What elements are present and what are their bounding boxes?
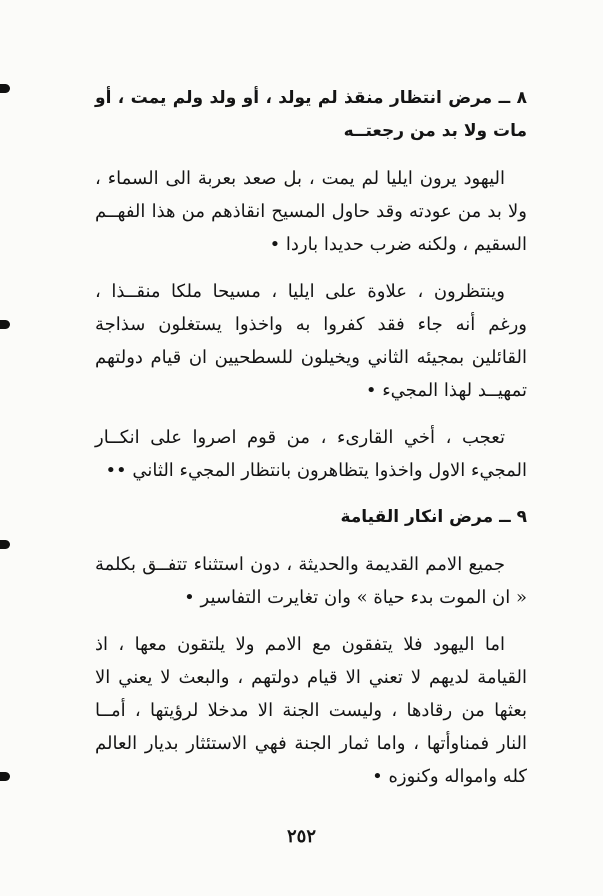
scan-mark-lower: [0, 540, 10, 549]
section-9-heading: ٩ ــ مرض انكار القيامة: [340, 507, 527, 527]
section-9-paragraph-2: اما اليهود فلا يتفقون مع الامم ولا يلتقون معها ، اذ القيامة لديهم لا تعني الا قيام دولتهم ، والبعث لا يعني الا بعثها من رقادها ، وليست الجنة الا مدخلا لرؤيتها ، أمــا النار فمناوأتها ، واما ثمار الجنة فهي الاستئثار بديار العالم كله وامواله وكنوزه •: [95, 634, 527, 787]
page-body: [95, 82, 527, 793]
section-8-heading: ٨ ــ مرض انتظار منقذ لم يولد ، أو ولد ولم يمت ، أو مات ولا بد من رجعتــه: [95, 88, 527, 141]
section-8-paragraph-1: اليهود يرون ايليا لم يمت ، بل صعد بعربة الى السماء ، ولا بد من عودته وقد حاول المسيح انقاذهم من هذا الفهــم السقيم ، ولكنه ضرب حديدا باردا •: [95, 168, 527, 255]
page-number: ٢٥٢: [286, 826, 316, 847]
section-8-paragraph-2: وينتظرون ، علاوة على ايليا ، مسيحا ملكا منقــذا ، ورغم أنه جاء فقد كفروا به واخذوا يستغلون سذاجة القائلين بمجيئه الثاني ويخيلون للسطحيين ان قيام دولتهم تمهيــد لهذا المجيء •: [95, 281, 527, 401]
section-8-paragraph-3: تعجب ، أخي القارىء ، من قوم اصروا على انكــار المجيء الاول واخذوا يتظاهرون بانتظار المجيء الثاني ••: [95, 427, 527, 481]
scan-mark-top: [0, 84, 10, 93]
scan-mark-middle: [0, 320, 10, 329]
scan-mark-bottom: [0, 772, 10, 781]
section-9-paragraph-1: جميع الامم القديمة والحديثة ، دون استثناء تتفــق بكلمة « ان الموت بدء حياة » وان تغايرت التفاسير •: [95, 554, 527, 608]
